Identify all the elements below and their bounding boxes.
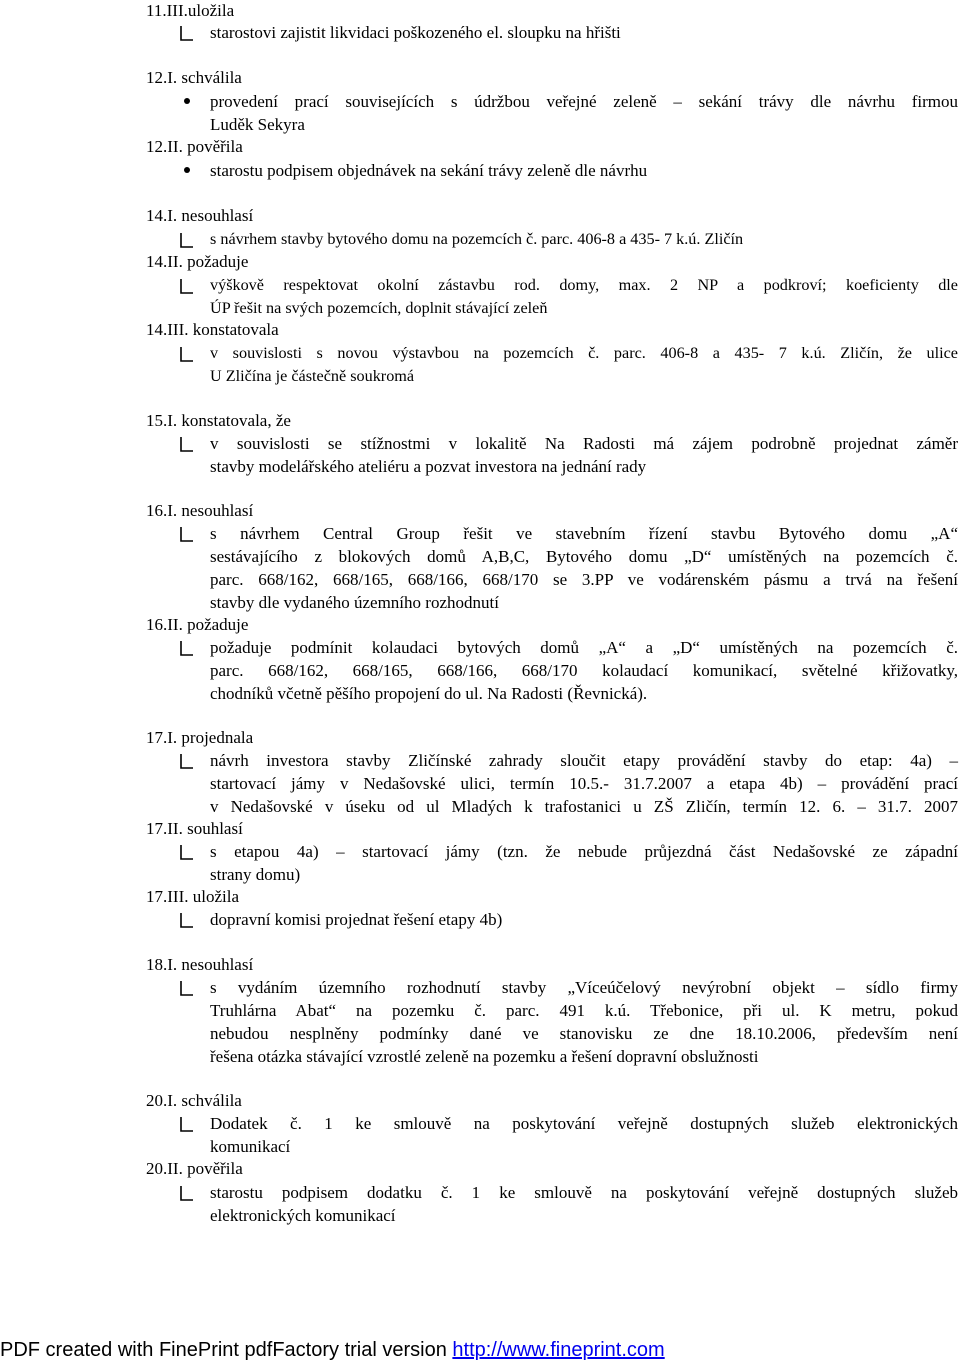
resolution-item <box>210 749 958 818</box>
resolution-item <box>210 90 958 136</box>
item-text-line: sestávajícího z blokových domů A,B,C, Bytového domu „D“ umístěných na pozemcích č. <box>210 547 958 566</box>
item-text-line: v Nedašovské v úseku od ul Mladých k trafostanici u ZŠ Zličín, termín 12. 6. – 31.7. 2007 <box>210 797 958 816</box>
item-text-line: U Zličína je částečně soukromá <box>210 367 415 385</box>
check-arrow-icon <box>178 1185 194 1201</box>
item-text-line: s návrhem Central Group řešit ve stavebním řízení stavbu Bytového domu „A“ <box>210 524 958 543</box>
section-heading: 16.I. nesouhlasí <box>146 501 254 520</box>
item-text-line: starostovi zajistit likvidaci poškozeného el. sloupku na hřišti <box>210 23 621 42</box>
item-text-line: výškově respektovat okolní zástavbu rod. domy, max. 2 NP a podkroví; koeficienty dle <box>210 276 958 294</box>
item-text-line: strany domu) <box>210 865 301 884</box>
check-arrow-icon <box>178 844 194 860</box>
check-arrow-icon <box>178 640 194 656</box>
item-text-line: Luděk Sekyra <box>210 115 305 134</box>
resolution-item <box>210 976 958 1068</box>
resolution-item <box>210 840 958 886</box>
section-heading: 12.I. schválila <box>146 68 242 87</box>
item-text-line: Truhlárna Abat“ na pozemku č. parc. 491 k.ú. Třebonice, při ul. K metru, pokud <box>210 1001 958 1020</box>
item-text-line: návrh investora stavby Zličínské zahrady sloučit etapy provádění stavby do etap: 4a) – <box>210 751 958 770</box>
item-text-line: s návrhem stavby bytového domu na pozemcích č. parc. 406-8 a 435- 7 k.ú. Zličín <box>210 230 744 248</box>
item-text-line: ÚP řešit na svých pozemcích, doplnit stávající zeleň <box>210 299 548 317</box>
check-arrow-icon <box>178 232 194 248</box>
item-text-line: provedení prací souvisejících s údržbou veřejné zeleně – sekání trávy dle návrhu firmou <box>210 92 958 111</box>
check-arrow-icon <box>178 980 194 996</box>
item-text-line: dopravní komisi projednat řešení etapy 4b) <box>210 910 503 929</box>
pdf-footer <box>0 1338 960 1364</box>
item-text-line: parc. 668/162, 668/165, 668/166, 668/170 se 3.PP ve vodárenském pásmu a trvá na řešení <box>210 570 958 589</box>
resolution-item <box>210 636 958 705</box>
item-text-line: parc. 668/162, 668/165, 668/166, 668/170 kolaudací komunikací, světelné křižovatky, <box>210 661 958 680</box>
check-arrow-icon <box>178 526 194 542</box>
footer-text: PDF created with FinePrint pdfFactory trial version <box>0 1339 453 1361</box>
item-text-line: komunikací <box>210 1137 291 1156</box>
section-heading: 14.III. konstatovala <box>146 320 279 339</box>
section-heading: 14.II. požaduje <box>146 252 249 271</box>
item-text-line: elektronických komunikací <box>210 1206 396 1225</box>
item-text-line: starostu podpisem dodatku č. 1 ke smlouvě na poskytování veřejně dostupných služeb <box>210 1183 958 1202</box>
item-text-line: Dodatek č. 1 ke smlouvě na poskytování veřejně dostupných služeb elektronických <box>210 1114 958 1133</box>
section-heading: 15.I. konstatovala, že <box>146 411 291 430</box>
item-text-line: starostu podpisem objednávek na sekání trávy zeleně dle návrhu <box>210 161 648 180</box>
resolution-item <box>210 1112 958 1158</box>
section-heading: 18.I. nesouhlasí <box>146 955 254 974</box>
resolution-item <box>210 1181 958 1227</box>
section-heading: 11.III.uložila <box>146 1 235 20</box>
section-heading: 12.II. pověřila <box>146 137 243 156</box>
resolution-item <box>210 908 958 931</box>
section-heading: 17.III. uložila <box>146 887 239 906</box>
resolution-item <box>210 522 958 614</box>
resolution-item <box>210 432 958 478</box>
item-text-line: stavby modelářského ateliéru a pozvat investora na jednání rady <box>210 457 647 476</box>
footer-link[interactable]: http://www.fineprint.com <box>452 1339 665 1361</box>
check-arrow-icon <box>178 346 194 362</box>
item-text-line: řešena otázka stávající vzrostlé zeleně na pozemku a řešení dopravní obslužnosti <box>210 1047 759 1066</box>
section-heading: 17.I. projednala <box>146 728 254 747</box>
resolution-item <box>210 159 958 182</box>
section-heading: 17.II. souhlasí <box>146 819 243 838</box>
item-text-line: požaduje podmínit kolaudaci bytových domů „A“ a „D“ umístěných na pozemcích č. <box>210 638 958 657</box>
section-heading: 20.I. schválila <box>146 1091 242 1110</box>
item-text-line: v souvislosti se stížnostmi v lokalitě Na Radosti má zájem podrobně projednat záměr <box>210 434 958 453</box>
item-text-line: s etapou 4a) – startovací jámy (tzn. že nebude průjezdná část Nedašovské ze západní <box>210 842 958 861</box>
item-text-line: s vydáním územního rozhodnutí stavby „Víceúčelový nevýrobní objekt – sídlo firmy <box>210 978 958 997</box>
section-heading: 20.II. pověřila <box>146 1159 243 1178</box>
item-text-line: stavby dle vydaného územního rozhodnutí <box>210 593 499 612</box>
section-heading: 16.II. požaduje <box>146 615 249 634</box>
item-text-line: v souvislosti s novou výstavbou na pozemcích č. parc. 406-8 a 435- 7 k.ú. Zličín, že ulice <box>210 344 958 362</box>
resolution-item <box>210 342 958 388</box>
item-text-line: startovací jámy v Nedašovské ulici, termín 10.5.- 31.7.2007 a etapa 4b) – provádění prací <box>210 774 958 793</box>
check-arrow-icon <box>178 1116 194 1132</box>
check-arrow-icon <box>178 912 194 928</box>
section-heading: 14.I. nesouhlasí <box>146 206 254 225</box>
check-arrow-icon <box>178 25 194 41</box>
resolution-item <box>210 274 958 320</box>
bullet-icon <box>184 167 190 173</box>
bullet-icon <box>184 98 190 104</box>
check-arrow-icon <box>178 753 194 769</box>
item-text-line: chodníků včetně pěšího propojení do ul. Na Radosti (Řevnická). <box>210 684 648 703</box>
check-arrow-icon <box>178 278 194 294</box>
item-text-line: nebudou nesplněny podmínky dané ve stanovisku ze dne 18.10.2006, především není <box>210 1024 958 1043</box>
resolution-item <box>210 228 958 251</box>
resolution-item <box>210 21 958 44</box>
check-arrow-icon <box>178 436 194 452</box>
